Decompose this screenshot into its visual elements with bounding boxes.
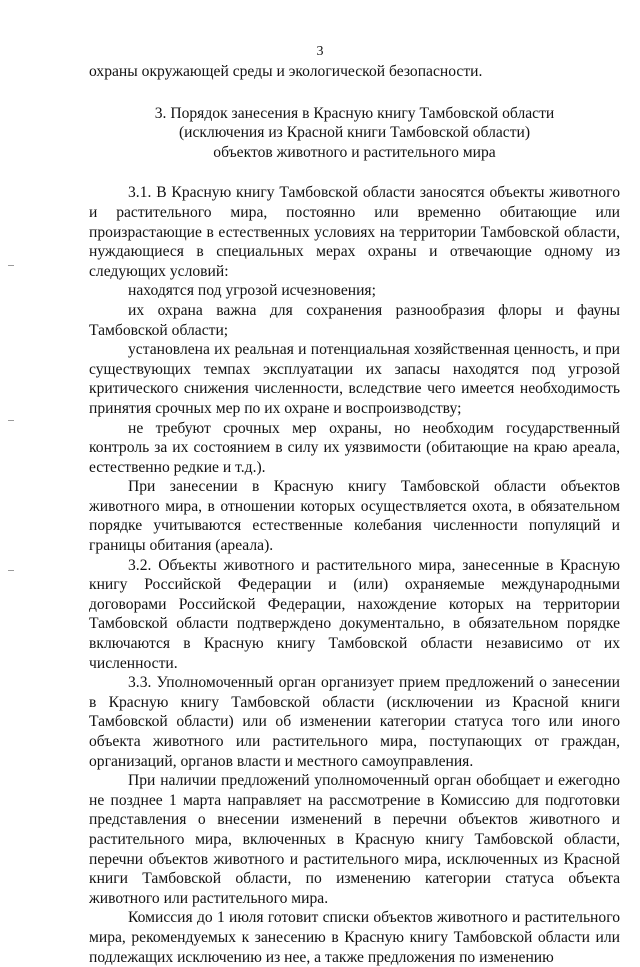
document-body [89, 62, 620, 967]
paragraph-3-2: 3.2. Объекты животного и растительного мира, занесенные в Красную книгу Российской Федерации и (или) охраняемые международными договорами Российской Федерации, нахождение которых на территории Тамбовской области подтверждено документально, в обязательном порядке включаются в Красную книгу Тамбовской области независимо от их численности. [89, 556, 620, 672]
paragraph-hunting: При занесении в Красную книгу Тамбовской области объектов животного мира, в отношении которых осуществляется охота, в обязательном порядке учитываются естественные колебания численности популяций и границы обитания (ареала). [89, 478, 620, 555]
section-heading-line: объектов животного и растительного мира [213, 143, 496, 161]
condition-item: находятся под угрозой исчезновения; [128, 282, 376, 300]
condition-item: их охрана важна для сохранения разнообразия флоры и фауны Тамбовской области; [89, 301, 620, 339]
paragraph-3-3: 3.3. Уполномоченный орган организует прием предложений о занесении в Красную книгу Тамбовской области (исключении из Красной книги Тамбовской области) или об изменении категории статуса того или иного объекта животного или растительного мира, поступающих от граждан, организаций, органов власти и местного самоуправления. [89, 674, 620, 770]
section-heading-line: (исключения из Красной книги Тамбовской области) [178, 124, 531, 142]
lead-line: охраны окружающей среды и экологической безопасности. [89, 63, 483, 80]
paragraph-commission: Комиссия до 1 июля готовит списки объектов животного и растительного мира, рекомендуемых к занесению в Красную книгу Тамбовской области или подлежащих исключению из нее, а также предложения по изменению [89, 909, 620, 966]
paragraph-proposals: При наличии предложений уполномоченный орган обобщает и ежегодно не позднее 1 марта направляет на рассмотрение в Комиссию для подготовки представления о внесении изменений в перечни объектов животного и растительного мира, включенных в Красную книгу Тамбовской области, перечни объектов животного и растительного мира, исключенных из Красной книги Тамбовской области, по изменению категории статуса объекта животного или растительного мира. [89, 772, 620, 907]
condition-item: установлена их реальная и потенциальная хозяйственная ценность, и при существующих темпах эксплуатации их запасы находятся под угрозой критического снижения численности, вследствие чего имеется необходимость принятия срочных мер по их охране и воспроизводству; [89, 341, 620, 417]
condition-item: не требуют срочных мер охраны, но необходим государственный контроль за их состоянием в силу их уязвимости (обитающие на краю ареала, естественно редкие и т.д.). [89, 419, 620, 476]
page-number: 3 [316, 44, 324, 59]
section-heading-line: 3. Порядок занесения в Красную книгу Тамбовской области [154, 104, 555, 122]
paragraph-3-1: 3.1. В Красную книгу Тамбовской области заносятся объекты животного и растительного мира, постоянно или временно обитающие или произрастающие в естественных условиях на территории Тамбовской области, нуждающиеся в специальных мерах охраны и отвечающие одному из следующих условий: [89, 184, 620, 280]
scan-margin-mark [8, 420, 14, 421]
scan-margin-mark [8, 570, 14, 571]
section-heading [89, 104, 620, 163]
scan-margin-mark [8, 265, 14, 266]
